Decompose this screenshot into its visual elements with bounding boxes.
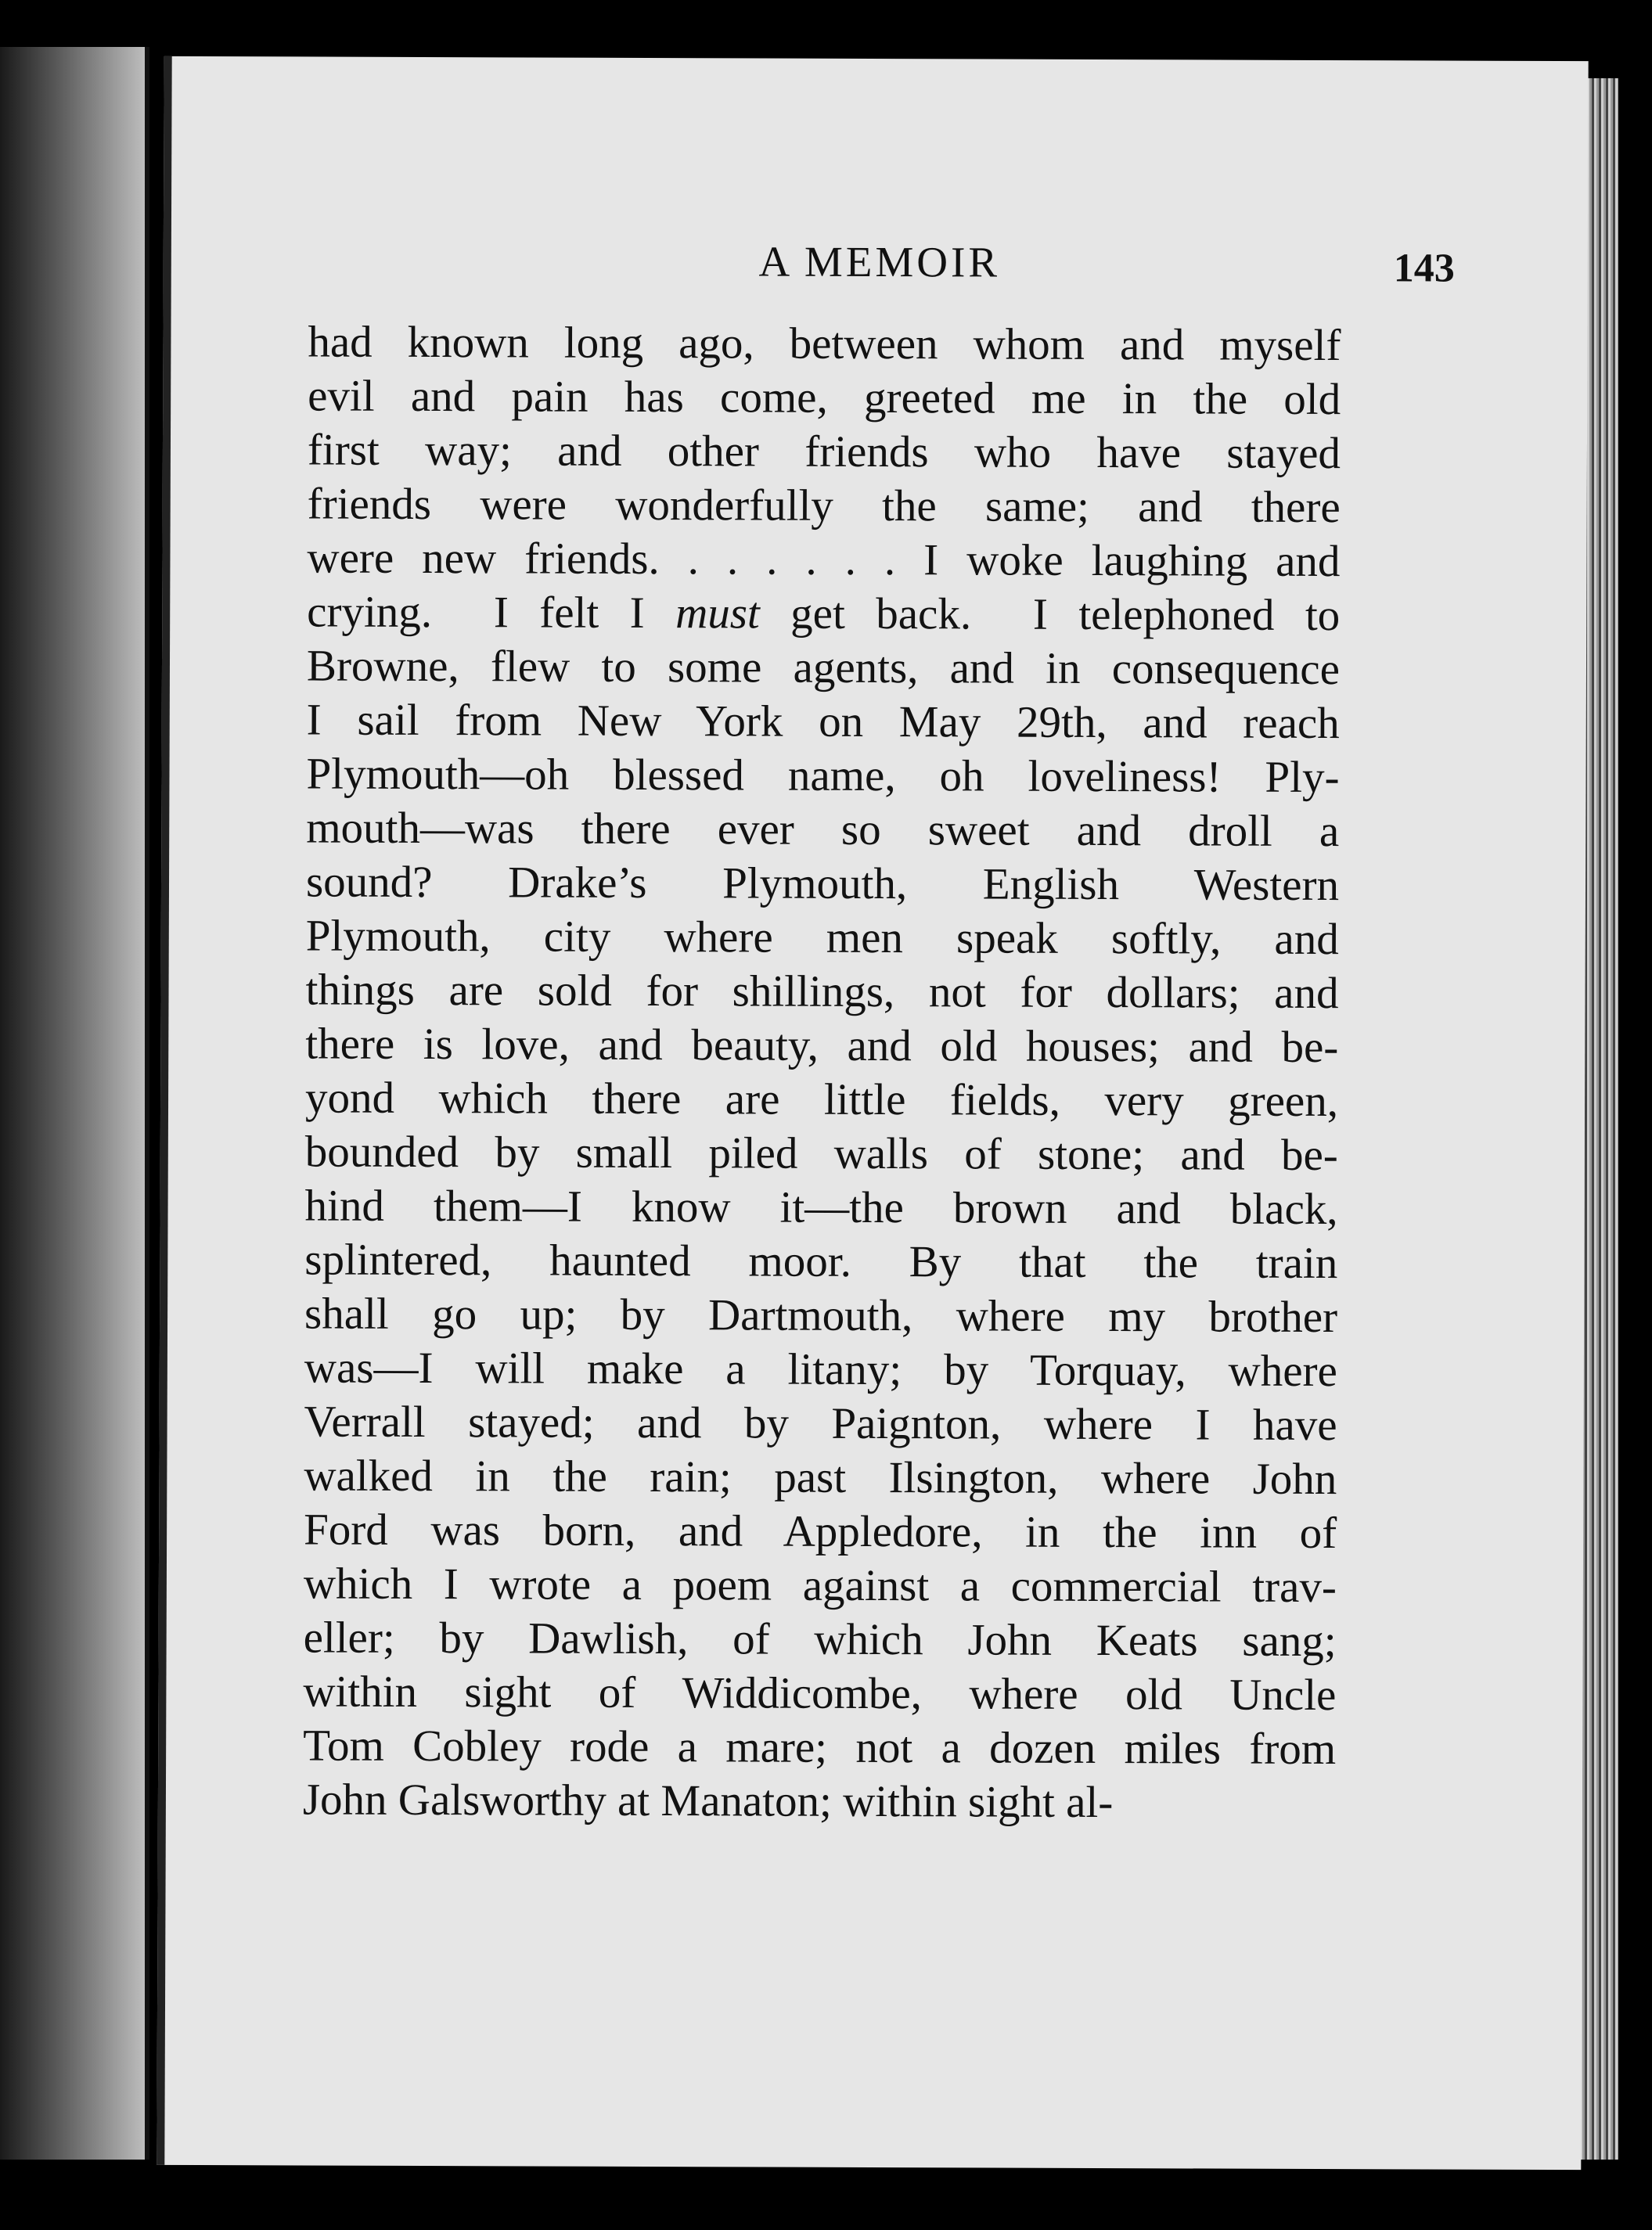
text-line: within sight of Widdicombe, where old Uncle	[303, 1667, 1337, 1721]
book-page	[157, 56, 1588, 2170]
running-head: A MEMOIR	[758, 237, 1001, 286]
text-run: crying. I felt I	[307, 587, 676, 638]
text-line: bounded by small piled walls of stone; and be-	[304, 1127, 1338, 1181]
text-line: Ford was born, and Appledore, in the inn of	[304, 1505, 1337, 1559]
text-line: eller; by Dawlish, of which John Keats sang;	[303, 1613, 1337, 1667]
text-line: was—I will make a litany; by Torquay, where	[304, 1343, 1337, 1397]
page-header	[171, 235, 1588, 318]
text-line: yond which there are little fields, very green,	[304, 1073, 1339, 1127]
text-line: first way; and other friends who have stayed	[307, 425, 1341, 479]
text-line: which I wrote a poem against a commercial trav-	[303, 1559, 1337, 1613]
emphasized-word: must	[675, 588, 760, 638]
text-line: splintered, haunted moor. By that the train	[304, 1235, 1338, 1289]
text-line: I sail from New York on May 29th, and reach	[306, 695, 1340, 749]
text-line: things are sold for shillings, not for dollars; and	[305, 965, 1339, 1019]
text-line: Browne, flew to some agents, and in consequence	[306, 641, 1341, 695]
facing-page-edge	[0, 47, 149, 2160]
page-number: 143	[1393, 246, 1455, 291]
text-line: sound? Drake’s Plymouth, English Western	[305, 857, 1340, 911]
text-run: get back. I telephoned to	[759, 588, 1341, 641]
body-text	[303, 315, 1341, 1830]
text-line: Plymouth, city where men speak softly, and	[305, 911, 1339, 965]
text-line: walked in the rain; past Ilsington, where John	[304, 1451, 1337, 1505]
text-line: there is love, and beauty, and old houses; and be-	[305, 1019, 1339, 1073]
text-line: had known long ago, between whom and myself	[308, 317, 1341, 371]
text-line: were new friends. . . . . . . I woke laughing and	[307, 533, 1341, 587]
text-line: shall go up; by Dartmouth, where my brother	[304, 1289, 1338, 1343]
text-line: John Galsworthy at Manaton; within sight al-	[302, 1775, 1114, 1828]
text-line	[307, 584, 1340, 642]
text-line: mouth—was there ever so sweet and droll a	[306, 803, 1340, 857]
text-line: Verrall stayed; and by Paignton, where I have	[304, 1397, 1337, 1451]
text-line: hind them—I know it—the brown and black,	[304, 1181, 1338, 1235]
text-line: Tom Cobley rode a mare; not a dozen miles from	[303, 1721, 1337, 1775]
text-line: friends were wonderfully the same; and there	[307, 479, 1341, 533]
text-line: Plymouth—oh blessed name, oh loveliness! Ply-	[306, 749, 1340, 803]
text-line: evil and pain has come, greeted me in the old	[308, 371, 1341, 425]
